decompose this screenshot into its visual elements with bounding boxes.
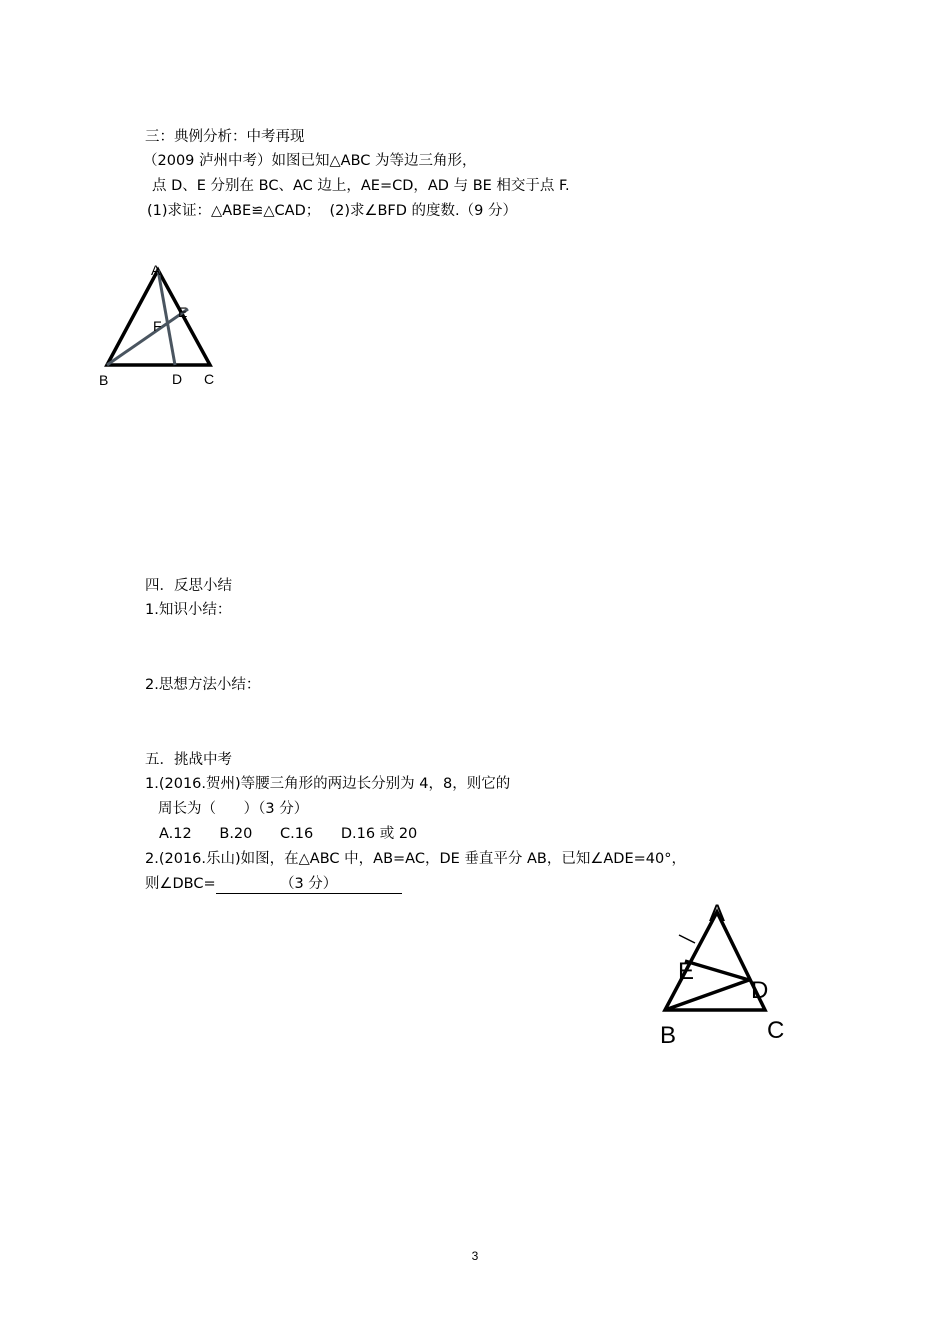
- figure2-label-d: D: [751, 977, 769, 1004]
- figure1-triangle: [90, 258, 230, 393]
- question2-answer-line: [145, 874, 402, 894]
- section3-questions: (1)求证：△ABE≌△CAD； (2)求∠BFD 的度数.（9 分）: [147, 203, 517, 219]
- question2-text: 2.(2016.乐山)如图，在△ABC 中，AB=AC，DE 垂直平分 AB，已知∠ADE=40°，: [145, 851, 686, 867]
- figure2-label-a: A: [709, 900, 726, 927]
- figure2-triangle: [655, 895, 805, 1050]
- question1-text: 1.(2016.贺州)等腰三角形的两边长分别为 4，8，则它的: [145, 776, 511, 792]
- question1-perimeter: 周长为（ ）（3 分）: [158, 801, 309, 817]
- figure1-label-a: A: [151, 262, 161, 278]
- figure1-label-d: D: [172, 371, 183, 387]
- figure1-label-e: E: [178, 304, 188, 320]
- figure1-label-c: C: [204, 371, 215, 387]
- section4-method-summary: 2.思想方法小结：: [145, 677, 261, 693]
- question2-answer-blank[interactable]: （3 分）: [216, 875, 402, 894]
- figure2-label-e: E: [678, 958, 695, 985]
- figure2-label-c: C: [767, 1017, 785, 1044]
- figure2-segment-de: [685, 961, 749, 980]
- section4-heading: 四．反思小结: [145, 578, 232, 594]
- section3-source: （2009 泸州中考）如图已知△ABC 为等边三角形，: [143, 153, 477, 169]
- section3-heading: 三：典例分析：中考再现: [145, 129, 305, 145]
- figure1-label-b: B: [99, 372, 109, 388]
- figure1-segment-be: [107, 309, 188, 365]
- question2-prefix: 则∠DBC=: [145, 876, 216, 892]
- section4-knowledge-summary: 1.知识小结：: [145, 602, 232, 618]
- figure2-tick-mark: [679, 935, 695, 943]
- section3-condition: 点 D、E 分别在 BC、AC 边上，AE=CD，AD 与 BE 相交于点 F.: [152, 178, 570, 194]
- question1-options: A.12 B.20 C.16 D.16 或 20: [159, 826, 418, 842]
- figure2-label-b: B: [660, 1022, 677, 1049]
- figure1-label-f: F: [153, 318, 162, 334]
- page-number: 3: [471, 1249, 479, 1263]
- section5-heading: 五．挑战中考: [145, 752, 232, 768]
